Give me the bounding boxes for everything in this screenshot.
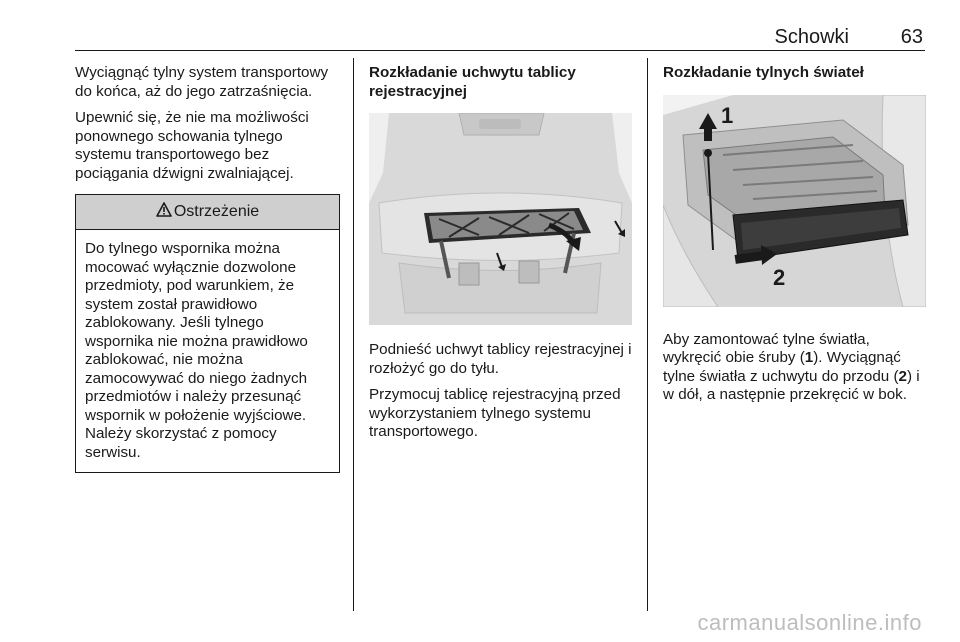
paragraph: Podnieść uchwyt tablicy rejestracyjnej i rozłożyć go do tyłu. <box>369 341 632 377</box>
license-plate-holder-illustration <box>369 113 632 325</box>
paragraph <box>663 331 928 405</box>
column-divider <box>647 58 648 611</box>
paragraph: Przymocuj tablicę rejestracyjną przed wykorzystaniem tylnego systemu transportowego. <box>369 386 621 440</box>
warning-title: Ostrzeżenie <box>173 202 260 220</box>
column-2 <box>369 64 634 450</box>
section-heading: Rozkładanie tylnych świateł <box>663 64 864 81</box>
column-divider <box>353 58 354 611</box>
paragraph: Wyciągnąć tylny system transportowy do końca, aż do jego zatrzaśnięcia. <box>75 64 329 100</box>
column-3 <box>663 64 928 413</box>
column-1 <box>75 64 340 473</box>
tail-light-removal-illustration <box>663 95 926 307</box>
figure-label-1: 1 <box>721 102 734 128</box>
figure-label-2: 2 <box>773 264 786 290</box>
reference-number: 1 <box>804 349 814 366</box>
watermark: carmanualsonline.info <box>697 610 922 635</box>
section-heading: Rozkładanie uchwytu tablicy rejestracyjnej <box>369 64 576 100</box>
warning-header <box>76 195 339 230</box>
text-segment: ) i w dół, a następnie przekręcić w bok. <box>663 367 920 403</box>
reference-number: 2 <box>898 367 907 385</box>
warning-triangle-icon <box>156 202 172 223</box>
warning-text: Do tylnego wspornika można mocować wyłącznie dozwolone przedmioty, pod warunkiem, że system został prawidłowo zablokowany. Jeśli tylnego wspornika nie można prawidłowo zablokować, nie można zamocowywać do niego żadnych przedmiotów i należy przesunąć wspornik w położenie wyjściowe. Należy skorzystać z pomocy serwisu. <box>85 240 308 461</box>
warning-box <box>75 194 340 473</box>
page-title: Schowki <box>774 26 849 48</box>
page-header <box>75 22 925 51</box>
page-number: 63 <box>900 26 923 48</box>
paragraph: Upewnić się, że nie ma możliwości ponownego schowania tylnego systemu transportowego bez pociągania dźwigni zwalniającej. <box>75 109 309 182</box>
text-segment: ). Wyciągnąć tylne światła z uchwytu do przodu ( <box>663 349 901 385</box>
text-segment: Aby zamontować tylne światła, wykręcić obie śruby ( <box>663 330 870 366</box>
